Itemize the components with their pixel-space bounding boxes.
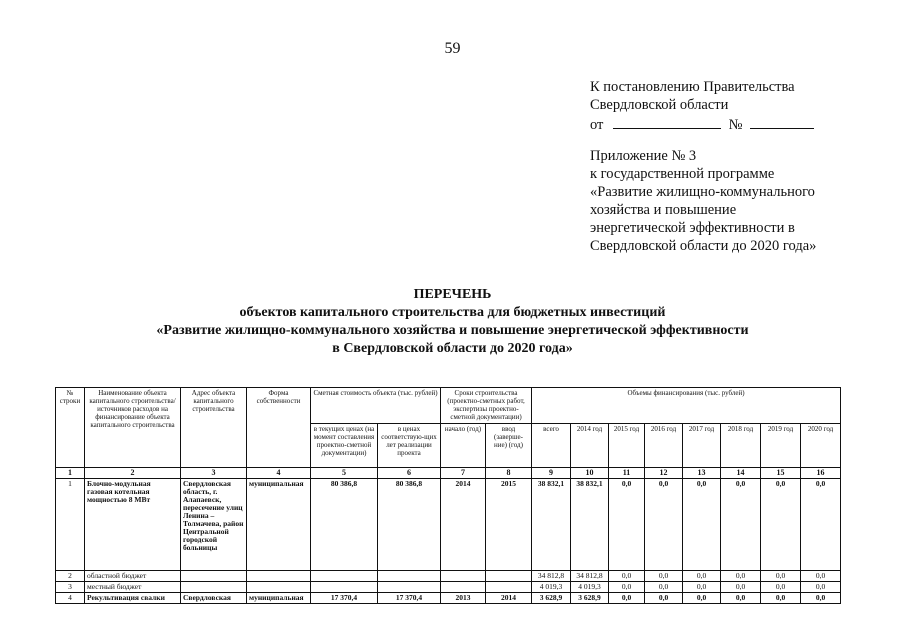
header-terms-group: Сроки строительства (проектно-сметных работ, экспертизы проектно-сметной документации) <box>441 388 532 424</box>
table-row <box>56 582 841 593</box>
column-number-cell: 15 <box>761 468 801 479</box>
funding-value-cell: 0,0 <box>683 479 721 571</box>
row-number-cell: 3 <box>56 582 85 593</box>
header-year-2017: 2017 год <box>683 424 721 468</box>
title-line-2: «Развитие жилищно-коммунального хозяйства и повышение энергетической эффективности <box>156 323 749 338</box>
address-cell: Свердловская <box>181 593 247 604</box>
start-year-cell: 2013 <box>441 593 486 604</box>
header-year-2018: 2018 год <box>721 424 761 468</box>
funding-value-cell: 0,0 <box>761 582 801 593</box>
funding-value-cell: 0,0 <box>645 582 683 593</box>
header-cost-current: в текущих ценах (на момент составления проектно-сметной документации) <box>311 424 378 468</box>
funding-value-cell: 34 812,8 <box>571 571 609 582</box>
address-cell <box>181 571 247 582</box>
stamp-line-1: К постановлению Правительства <box>590 79 795 95</box>
table-row <box>56 593 841 604</box>
table-row <box>56 479 841 571</box>
header-cost-forecast: в ценах соответствую-щих лет реализации проекта <box>378 424 441 468</box>
column-number-cell: 9 <box>532 468 571 479</box>
date-blank <box>613 114 721 129</box>
column-number-cell: 12 <box>645 468 683 479</box>
object-name-cell: Блочно-модульная газовая котельная мощностью 8 МВт <box>85 479 181 571</box>
capital-objects-table <box>55 387 841 604</box>
finish-year-cell <box>486 582 532 593</box>
header-ownership: Форма собственности <box>247 388 311 468</box>
header-start-year: начало (год) <box>441 424 486 468</box>
funding-value-cell: 0,0 <box>761 571 801 582</box>
document-title <box>0 286 905 358</box>
ownership-cell <box>247 582 311 593</box>
row-number-cell: 2 <box>56 571 85 582</box>
column-number-cell: 2 <box>85 468 181 479</box>
funding-value-cell: 0,0 <box>721 571 761 582</box>
appendix-line: «Развитие жилищно-коммунального <box>590 184 815 200</box>
appendix-line: к государственной программе <box>590 166 775 182</box>
row-number-cell: 4 <box>56 593 85 604</box>
table-row <box>56 571 841 582</box>
title-heading: ПЕРЕЧЕНЬ <box>413 287 492 302</box>
stamp-line-2: Свердловской области <box>590 97 729 113</box>
title-line-3: в Свердловской области до 2020 года» <box>332 341 573 356</box>
cost-current-cell: 80 386,8 <box>311 479 378 571</box>
header-year-2019: 2019 год <box>761 424 801 468</box>
column-number-cell: 11 <box>609 468 645 479</box>
header-total: всего <box>532 424 571 468</box>
cost-current-cell <box>311 571 378 582</box>
appendix-line: Свердловской области до 2020 года» <box>590 238 817 254</box>
funding-value-cell: 4 019,3 <box>532 582 571 593</box>
funding-value-cell: 0,0 <box>721 593 761 604</box>
appendix-line: Приложение № 3 <box>590 148 697 164</box>
column-number-cell: 16 <box>801 468 841 479</box>
funding-value-cell: 38 832,1 <box>532 479 571 571</box>
finish-year-cell <box>486 571 532 582</box>
funding-value-cell: 0,0 <box>609 571 645 582</box>
funding-value-cell: 3 628,9 <box>571 593 609 604</box>
object-name-cell: областной бюджет <box>85 571 181 582</box>
funding-value-cell: 0,0 <box>683 571 721 582</box>
funding-value-cell: 0,0 <box>801 571 841 582</box>
header-funding-group: Объемы финансирования (тыс. рублей) <box>532 388 841 424</box>
column-number-cell: 4 <box>247 468 311 479</box>
header-year-2020: 2020 год <box>801 424 841 468</box>
header-row-number: № строки <box>56 388 85 468</box>
finish-year-cell: 2015 <box>486 479 532 571</box>
funding-value-cell: 0,0 <box>609 582 645 593</box>
column-number-cell: 7 <box>441 468 486 479</box>
header-address: Адрес объекта капитального строительства <box>181 388 247 468</box>
header-year-2016: 2016 год <box>645 424 683 468</box>
column-number-cell: 5 <box>311 468 378 479</box>
appendix-line: энергетической эффективности в <box>590 220 795 236</box>
header-cost-group: Сметная стоимость объекта (тыс. рублей) <box>311 388 441 424</box>
appendix-block <box>590 147 890 255</box>
funding-value-cell: 0,0 <box>645 571 683 582</box>
page-number: 59 <box>444 40 461 57</box>
object-name-cell: Рекультивация свалки <box>85 593 181 604</box>
column-number-row <box>56 468 841 479</box>
stamp-from-label: от <box>590 117 604 133</box>
funding-value-cell: 0,0 <box>801 582 841 593</box>
appendix-line: хозяйства и повышение <box>590 202 737 218</box>
address-cell: Свердловская область, г. Алапаевск, пересечение улиц Ленина – Толмачева, район Центральной городской больницы <box>181 479 247 571</box>
row-number-cell: 1 <box>56 479 85 571</box>
stamp-date-number-line <box>590 114 814 134</box>
funding-value-cell: 0,0 <box>683 593 721 604</box>
title-line-1: объектов капитального строительства для бюджетных инвестиций <box>239 305 666 320</box>
funding-value-cell: 0,0 <box>609 479 645 571</box>
funding-value-cell: 0,0 <box>761 479 801 571</box>
ownership-cell: муниципальная <box>247 479 311 571</box>
number-blank <box>750 114 814 129</box>
column-number-cell: 3 <box>181 468 247 479</box>
column-number-cell: 10 <box>571 468 609 479</box>
header-year-2014: 2014 год <box>571 424 609 468</box>
funding-value-cell: 0,0 <box>721 582 761 593</box>
funding-value-cell: 0,0 <box>761 593 801 604</box>
header-year-2015: 2015 год <box>609 424 645 468</box>
finish-year-cell: 2014 <box>486 593 532 604</box>
funding-value-cell: 0,0 <box>645 593 683 604</box>
cost-forecast-cell <box>378 571 441 582</box>
column-number-cell: 13 <box>683 468 721 479</box>
funding-value-cell: 4 019,3 <box>571 582 609 593</box>
cost-current-cell <box>311 582 378 593</box>
start-year-cell <box>441 582 486 593</box>
ownership-cell: муниципальная <box>247 593 311 604</box>
ownership-cell <box>247 571 311 582</box>
funding-value-cell: 3 628,9 <box>532 593 571 604</box>
funding-value-cell: 0,0 <box>683 582 721 593</box>
header-finish-year: ввод (заверше-ние) (год) <box>486 424 532 468</box>
start-year-cell <box>441 571 486 582</box>
funding-value-cell: 0,0 <box>721 479 761 571</box>
column-number-cell: 8 <box>486 468 532 479</box>
resolution-stamp <box>590 78 814 134</box>
stamp-number-label: № <box>728 117 743 133</box>
funding-value-cell: 0,0 <box>801 593 841 604</box>
cost-forecast-cell: 80 386,8 <box>378 479 441 571</box>
column-number-cell: 14 <box>721 468 761 479</box>
header-object-name: Наименование объекта капитального строительства/ источников расходов на финансирование объекта капитального строительства <box>85 388 181 468</box>
funding-value-cell: 38 832,1 <box>571 479 609 571</box>
cost-current-cell: 17 370,4 <box>311 593 378 604</box>
start-year-cell: 2014 <box>441 479 486 571</box>
funding-value-cell: 34 812,8 <box>532 571 571 582</box>
address-cell <box>181 582 247 593</box>
column-number-cell: 6 <box>378 468 441 479</box>
funding-value-cell: 0,0 <box>645 479 683 571</box>
object-name-cell: местный бюджет <box>85 582 181 593</box>
funding-value-cell: 0,0 <box>609 593 645 604</box>
funding-value-cell: 0,0 <box>801 479 841 571</box>
cost-forecast-cell: 17 370,4 <box>378 593 441 604</box>
cost-forecast-cell <box>378 582 441 593</box>
column-number-cell: 1 <box>56 468 85 479</box>
